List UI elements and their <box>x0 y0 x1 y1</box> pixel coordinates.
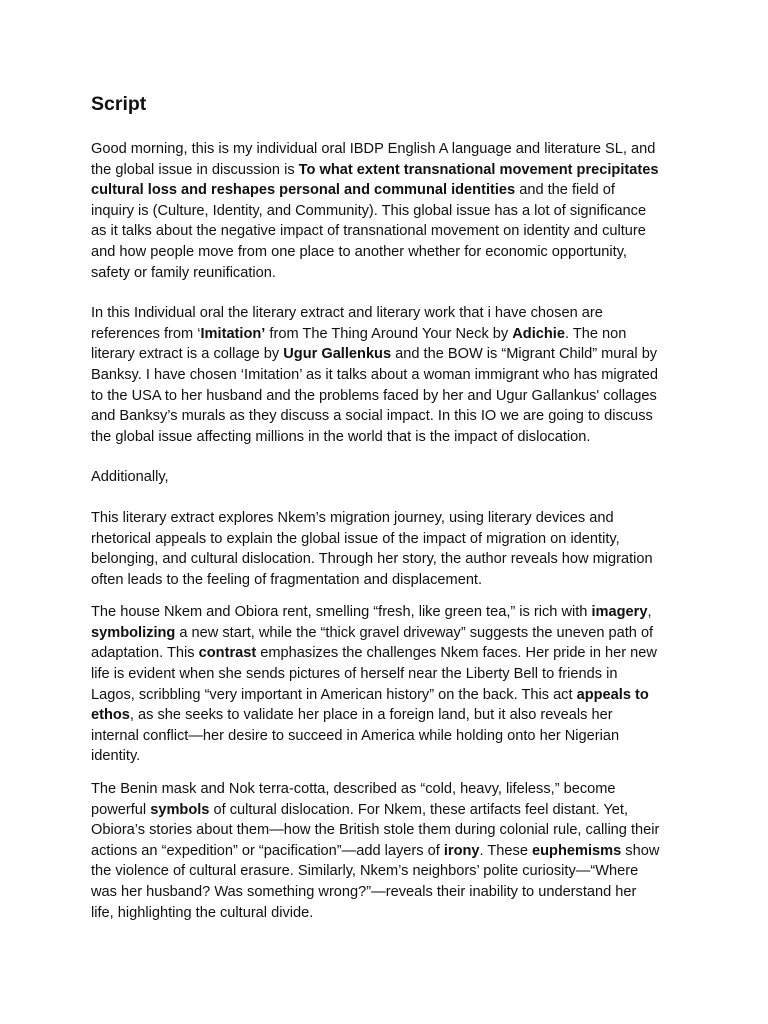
text-run: the global issue affecting millions in the world that is the impact of dislocation. <box>91 428 591 445</box>
text-line <box>91 726 681 747</box>
text-line <box>91 201 681 222</box>
paragraph <box>91 467 681 488</box>
text-line <box>91 242 681 263</box>
bold-text: irony <box>443 842 480 859</box>
text-line <box>91 705 681 726</box>
text-line <box>91 344 681 365</box>
document-page <box>91 92 681 923</box>
text-run: often leads to the feeling of fragmentation and displacement. <box>91 571 483 588</box>
text-run: Banksy. I have chosen ‘Imitation’ as it talks about a woman immigrant who has migrated <box>91 366 658 383</box>
paragraph <box>91 602 681 767</box>
text-run: and how people move from one place to another whether for economic opportunity, <box>91 243 627 260</box>
text-line <box>91 263 681 284</box>
text-run: was her husband? Was something wrong?”—reveals their inability to understand her <box>91 884 637 900</box>
bold-text: imagery <box>591 604 648 621</box>
text-run: This literary extract explores Nkem’s migration journey, using literary devices and <box>91 509 614 526</box>
text-run: life, highlighting the cultural divide. <box>91 904 314 921</box>
paragraph <box>91 779 681 923</box>
text-run: as it talks about the negative impact of transnational movement on identity and culture <box>91 223 646 240</box>
bold-text: euphemisms <box>532 842 622 859</box>
bold-text: contrast <box>198 645 257 662</box>
text-run: from The Thing Around Your Neck by <box>265 325 513 342</box>
text-run: actions an “expedition” or “pacification”—add layers of <box>91 842 444 859</box>
text-line <box>91 139 681 160</box>
text-line <box>91 623 681 644</box>
text-line <box>91 160 681 181</box>
document-body <box>91 139 681 923</box>
text-run: a new start, while the “thick gravel driveway” suggests the uneven path of <box>175 624 654 641</box>
text-run: and the BOW is “Migrant Child” mural by <box>391 346 658 363</box>
text-line <box>91 529 681 550</box>
text-run: , as she seeks to validate her place in a foreign land, but it also reveals her <box>129 707 613 724</box>
text-run: the violence of cultural erasure. Similarly, Nkem’s neighbors’ polite curiosity—“Where <box>91 863 639 880</box>
text-line <box>91 303 681 324</box>
bold-text: Ugur Gallenkus <box>283 346 392 363</box>
text-run: belonging, and cultural dislocation. Through her story, the author reveals how migration <box>91 551 653 568</box>
text-run: and Banksy’s murals as they discuss a social impact. In this IO we are going to discuss <box>91 408 653 425</box>
text-run: internal conflict—her desire to succeed in America while holding onto her Nigerian <box>91 727 620 744</box>
text-run: to the USA to her husband and the problems faced by her and Ugur Gallankus' collages <box>91 387 657 404</box>
text-run: adaptation. This <box>91 645 199 662</box>
text-run: . The non <box>564 325 627 342</box>
text-run: Good morning, this is my individual oral IBDP English A language and literature SL, and <box>91 141 656 157</box>
text-line <box>91 570 681 591</box>
text-line <box>91 406 681 427</box>
text-run: emphasizes the challenges Nkem faces. Her pride in her new <box>256 645 657 662</box>
page-title: Script <box>91 93 147 115</box>
paragraph-spacer <box>91 447 681 467</box>
text-line <box>91 882 681 903</box>
text-run: identity. <box>91 748 141 765</box>
text-run: the global issue in discussion is <box>91 161 299 178</box>
text-line <box>91 800 681 821</box>
text-line <box>91 427 681 448</box>
text-run: Lagos, scribbling “very important in American history” on the back. This act <box>91 686 577 703</box>
text-line <box>91 903 681 924</box>
text-run: rhetorical appeals to explain the global issue of the impact of migration on identity, <box>91 530 620 547</box>
bold-text: Adichie <box>512 325 565 342</box>
paragraph <box>91 303 681 447</box>
text-line <box>91 820 681 841</box>
text-run: The house Nkem and Obiora rent, smelling “fresh, like green tea,” is rich with <box>91 604 592 621</box>
paragraph <box>91 139 681 283</box>
text-line <box>91 221 681 242</box>
bold-text: Imitation’ <box>200 325 266 342</box>
text-line <box>91 779 681 800</box>
text-line <box>91 386 681 407</box>
text-run: and the field of <box>515 182 615 199</box>
bold-text: ethos <box>91 707 130 724</box>
text-line <box>91 365 681 386</box>
text-run: The Benin mask and Nok terra-cotta, described as “cold, heavy, lifeless,” become <box>91 781 616 798</box>
text-line <box>91 467 681 488</box>
text-run: , <box>647 604 652 621</box>
text-run: inquiry is (Culture, Identity, and Community). This global issue has a lot of significance <box>91 202 647 219</box>
text-line <box>91 861 681 882</box>
text-run: In this Individual oral the literary extract and literary work that i have chosen are <box>91 305 603 322</box>
bold-text: cultural loss and reshapes personal and communal identities <box>91 182 516 199</box>
paragraph-spacer <box>91 767 681 779</box>
text-run: Obiora’s stories about them—how the British stole them during colonial rule, calling their <box>91 822 660 839</box>
text-line <box>91 643 681 664</box>
paragraph-spacer <box>91 488 681 508</box>
text-run: of cultural dislocation. For Nkem, these artifacts feel distant. Yet, <box>209 801 628 818</box>
bold-text: symbols <box>150 801 210 818</box>
paragraph-spacer <box>91 590 681 602</box>
bold-text: appeals to <box>576 686 649 703</box>
text-run: life is evident when she sends pictures of herself near the Liberty Bell to friends in <box>91 666 618 683</box>
paragraph <box>91 508 681 590</box>
text-line <box>91 746 681 767</box>
text-run: references from ‘ <box>91 325 201 342</box>
text-line <box>91 324 681 345</box>
text-line <box>91 180 681 201</box>
text-run: Additionally, <box>91 469 169 486</box>
text-run: powerful <box>91 801 151 818</box>
text-run: . These <box>479 842 533 859</box>
text-run: show <box>621 842 660 859</box>
text-line <box>91 841 681 862</box>
text-line <box>91 685 681 706</box>
text-line <box>91 508 681 529</box>
paragraph-spacer <box>91 283 681 303</box>
text-run: literary extract is a collage by <box>91 346 284 363</box>
text-line <box>91 602 681 623</box>
text-line <box>91 549 681 570</box>
text-line <box>91 664 681 685</box>
bold-text: To what extent transnational movement precipitates <box>298 161 659 178</box>
text-run: safety or family reunification. <box>91 264 276 281</box>
bold-text: symbolizing <box>91 624 176 641</box>
